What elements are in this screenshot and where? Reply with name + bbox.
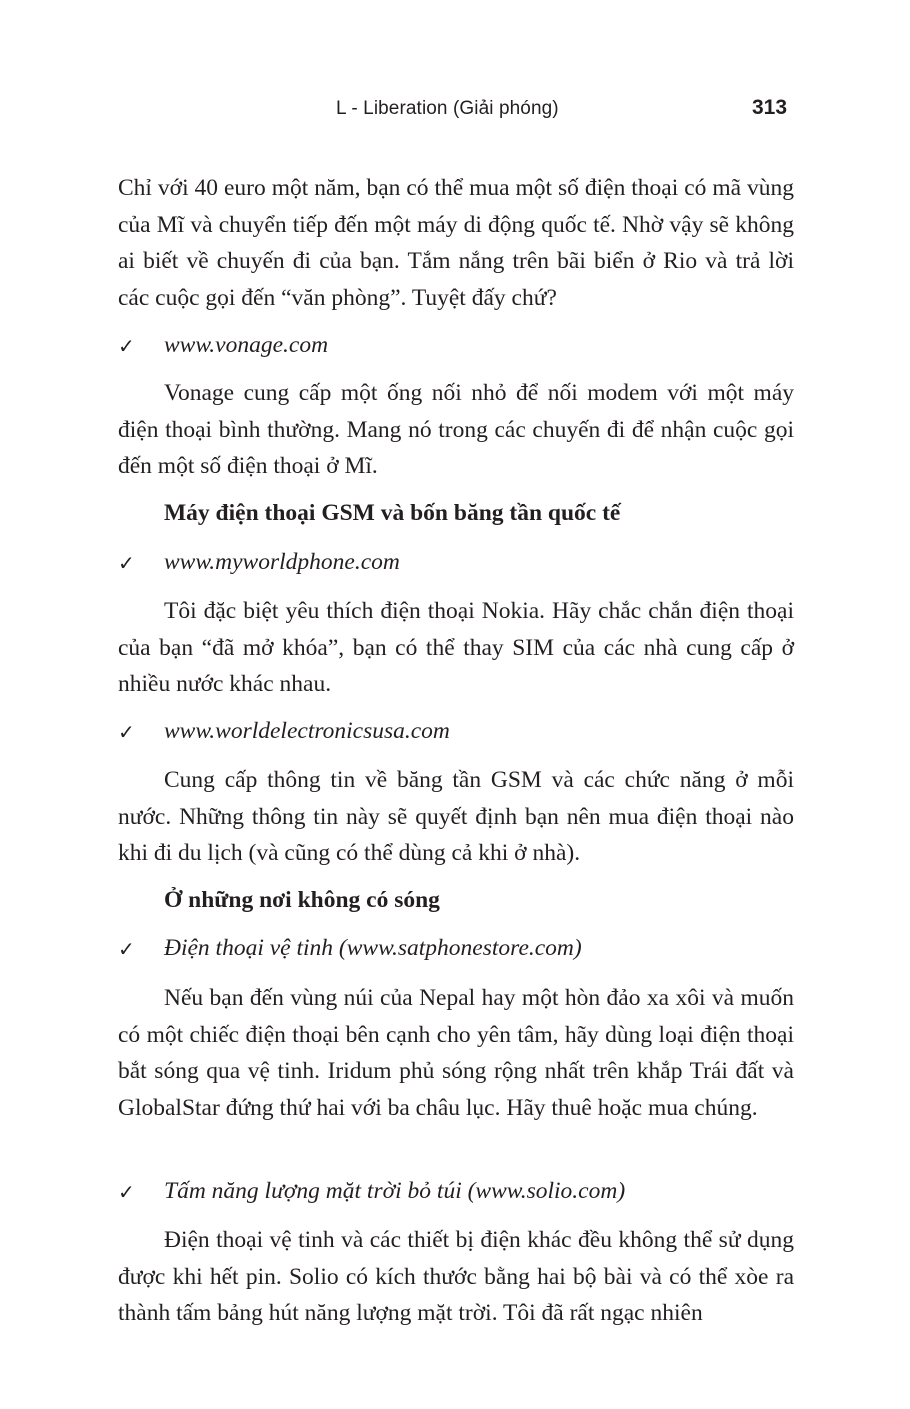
bullet-link-text: www.worldelectronicsusa.com — [164, 718, 450, 744]
checkmark-icon: ✓ — [118, 1180, 135, 1204]
paragraph-4: Cung cấp thông tin về băng tần GSM và các chức năng ở mỗi nước. Những thông tin này sẽ quyết định bạn nên mua điện thoại nào khi đi du lịch (và cũng có thể dùng cả khi ở nhà). — [118, 767, 794, 866]
bullet-link-text: Tấm năng lượng mặt trời bỏ túi (www.solio.com) — [164, 1178, 626, 1204]
paragraph-2: Vonage cung cấp một ống nối nhỏ để nối modem với một máy điện thoại bình thường. Mang nó trong các chuyến đi để nhận cuộc gọi đến một số điện thoại ở Mĩ. — [118, 380, 794, 479]
checkmark-icon: ✓ — [118, 334, 135, 358]
section-heading-gsm: Máy điện thoại GSM và bốn băng tần quốc tế — [164, 500, 621, 526]
bullet-link-text: www.myworldphone.com — [164, 549, 400, 575]
checkmark-icon: ✓ — [118, 720, 135, 744]
bullet-link-text: www.vonage.com — [164, 332, 329, 358]
running-header: L - Liberation (Giải phóng) — [336, 98, 559, 119]
bullet-link-text: Điện thoại vệ tinh (www.satphonestore.com) — [164, 935, 582, 961]
paragraph-6: Điện thoại vệ tinh và các thiết bị điện khác đều không thể sử dụng được khi hết pin. Solio có kích thước bằng hai bộ bài và có thể xòe ra thành tấm bảng hút năng lượng mặt trời. Tôi đã rất ngạc nhiên — [118, 1227, 794, 1326]
paragraph-1: Chỉ với 40 euro một năm, bạn có thể mua một số điện thoại có mã vùng của Mĩ và chuyển tiếp đến một máy di động quốc tế. Nhờ vậy sẽ không ai biết về chuyến đi của bạn. Tắm nắng trên bãi biển ở Rio và trả lời các cuộc gọi đến “văn phòng”. Tuyệt đấy chứ? — [118, 175, 794, 311]
paragraph-3: Tôi đặc biệt yêu thích điện thoại Nokia. Hãy chắc chắn điện thoại của bạn “đã mở khóa”, bạn có thể thay SIM của các nhà cung cấp ở nhiều nước khác nhau. — [118, 598, 794, 697]
checkmark-icon: ✓ — [118, 551, 135, 575]
section-heading-no-signal: Ở những nơi không có sóng — [164, 887, 440, 913]
page-number: 313 — [752, 96, 788, 119]
checkmark-icon: ✓ — [118, 937, 135, 961]
paragraph-5: Nếu bạn đến vùng núi của Nepal hay một hòn đảo xa xôi và muốn có một chiếc điện thoại bên cạnh cho yên tâm, hãy dùng loại điện thoại bắt sóng qua vệ tinh. Iridum phủ sóng rộng nhất trên khắp Trái đất và GlobalStar đứng thứ hai với ba châu lục. Hãy thuê hoặc mua chúng. — [118, 985, 794, 1121]
